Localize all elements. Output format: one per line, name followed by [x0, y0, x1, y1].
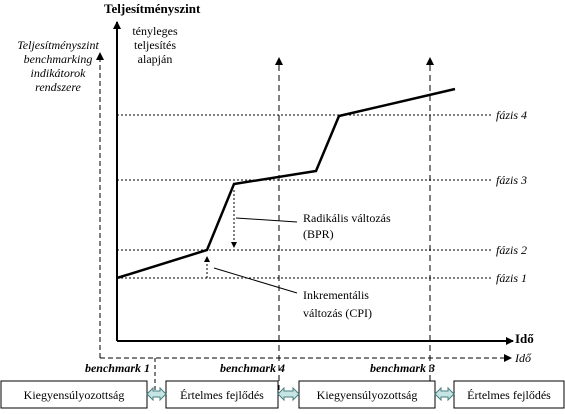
benchmark-label-3: benchmark 3	[369, 361, 435, 375]
svg-text:változás (CPI): változás (CPI)	[303, 306, 372, 320]
double-arrow-3	[435, 388, 454, 400]
phase-label-3: fázis 3	[496, 173, 528, 187]
benchmark-label-2: benchmark 4	[219, 361, 285, 375]
benchmark-line-2-arrowhead	[275, 57, 283, 65]
svg-text:alapján: alapján	[137, 52, 173, 66]
svg-text:(BPR): (BPR)	[303, 227, 334, 241]
svg-text:rendszere: rendszere	[35, 80, 81, 94]
phase-labels	[496, 108, 527, 285]
svg-text:benchmarking: benchmarking	[23, 52, 93, 66]
svg-text:teljesítés: teljesítés	[134, 38, 176, 52]
radical-change-label	[303, 211, 391, 241]
phase-label-2: fázis 2	[496, 243, 528, 257]
svg-text:Radikális változás: Radikális változás	[303, 211, 391, 225]
stage-label-3: Kiegyensúlyozottság	[316, 388, 418, 402]
double-arrow-1	[147, 388, 166, 400]
incremental-change-leader	[214, 268, 297, 293]
phase-label-1: fázis 1	[496, 271, 528, 285]
radical-change-leader	[236, 218, 297, 222]
benchmark-axis-arrowhead	[96, 52, 104, 60]
benchmark-labels	[85, 361, 435, 375]
x-axis-title: Idő	[515, 331, 534, 346]
phase-label-4: fázis 4	[496, 108, 528, 122]
stage-label-4: Értelmes fejlődés	[467, 388, 551, 402]
stage-label-1: Kiegyensúlyozottság	[23, 388, 125, 402]
double-arrow-2	[278, 388, 299, 400]
benchmark-system-label	[17, 38, 99, 94]
lower-time-axis-arrowhead	[504, 354, 512, 362]
lower-time-axis-title: Idő	[515, 351, 531, 365]
benchmark-line-3-arrowhead	[426, 57, 434, 65]
y-axis-title: Teljesítményszint	[104, 1, 201, 16]
svg-text:tényleges: tényleges	[132, 24, 178, 38]
incremental-change-label	[303, 288, 372, 320]
stage-label-2: Értelmes fejlődés	[180, 388, 264, 402]
svg-text:indikátorok: indikátorok	[30, 66, 86, 80]
svg-text:Inkrementális: Inkrementális	[303, 288, 369, 302]
benchmark-label-1: benchmark 1	[84, 361, 150, 375]
actual-basis-label	[132, 24, 178, 66]
svg-text:Teljesítményszint: Teljesítményszint	[17, 38, 99, 52]
